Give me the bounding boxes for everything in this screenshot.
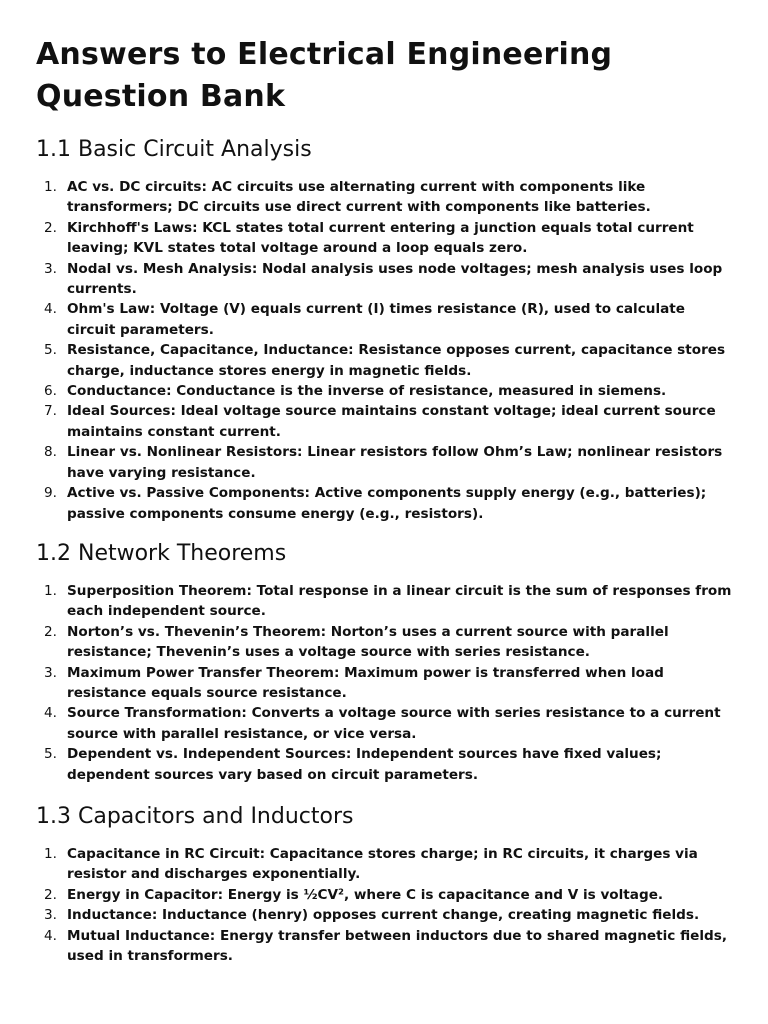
item-text: Norton’s vs. Thevenin’s Theorem: Norton’s uses a current source with parallel resistance; Thevenin’s uses a voltage source with series resistance. [67, 623, 669, 661]
list-item [36, 177, 738, 218]
item-number: 4. [44, 705, 57, 722]
item-number: 1. [44, 582, 57, 599]
list-item [36, 885, 738, 905]
list-item [36, 401, 738, 442]
answer-list [36, 844, 738, 966]
item-text: Capacitance in RC Circuit: Capacitance stores charge; in RC circuits, it charges via resistor and discharges exponentially. [67, 845, 698, 883]
item-number: 2. [44, 886, 57, 903]
item-number: 1. [44, 845, 57, 862]
item-number: 3. [44, 664, 57, 681]
item-number: 2. [44, 623, 57, 640]
item-text: Resistance, Capacitance, Inductance: Resistance opposes current, capacitance stores charge, inductance stores energy in magnetic fields. [67, 342, 726, 379]
item-number: 4. [44, 301, 57, 318]
item-text: Kirchhoff's Laws: KCL states total current entering a junction equals total current leaving; KVL states total voltage around a loop equals zero. [67, 219, 694, 257]
list-item [36, 926, 738, 967]
answer-list [36, 581, 738, 785]
list-item [36, 581, 738, 622]
item-text: Linear vs. Nonlinear Resistors: Linear resistors follow Ohm’s Law; nonlinear resistors have varying resistance. [67, 444, 723, 481]
item-number: 3. [44, 907, 57, 924]
item-number: 2. [44, 219, 57, 236]
item-text: Source Transformation: Converts a voltage source with series resistance to a current source with parallel resistance, or vice versa. [67, 705, 721, 742]
section-heading: 1.2 Network Theorems [36, 540, 287, 566]
list-item [36, 905, 738, 925]
list-item [36, 340, 738, 381]
document-title: Answers to Electrical Engineering Question Bank [36, 37, 613, 114]
list-item [36, 442, 738, 483]
item-text: Dependent vs. Independent Sources: Independent sources have fixed values; dependent sources vary based on circuit parameters. [67, 746, 662, 783]
list-item [36, 622, 738, 663]
item-number: 6. [44, 383, 57, 400]
section-network-theorems [36, 539, 738, 785]
item-text: Energy in Capacitor: Energy is ½CV², where C is capacitance and V is voltage. [67, 886, 664, 903]
list-item [36, 259, 738, 300]
section-basic-circuit-analysis [36, 135, 738, 524]
list-item [36, 483, 738, 524]
answer-list [36, 177, 738, 524]
item-number: 4. [44, 927, 57, 944]
item-text: AC vs. DC circuits: AC circuits use alternating current with components like transformers; DC circuits use direct current with components like batteries. [67, 179, 651, 216]
item-number: 8. [44, 444, 57, 461]
list-item [36, 218, 738, 259]
item-number: 3. [44, 260, 57, 277]
item-text: Conductance: Conductance is the inverse of resistance, measured in siemens. [67, 383, 667, 400]
list-item [36, 663, 738, 704]
item-text: Ideal Sources: Ideal voltage source maintains constant voltage; ideal current source maintains constant current. [67, 403, 716, 440]
list-item [36, 744, 738, 785]
item-number: 5. [44, 342, 57, 359]
item-text: Inductance: Inductance (henry) opposes current change, creating magnetic fields. [67, 907, 700, 924]
section-heading: 1.3 Capacitors and Inductors [36, 803, 354, 829]
item-text: Active vs. Passive Components: Active components supply energy (e.g., batteries); passive components consume energy (e.g., resistors). [67, 485, 707, 522]
item-text: Maximum Power Transfer Theorem: Maximum power is transferred when load resistance equals source resistance. [67, 664, 664, 701]
item-number: 7. [44, 403, 57, 420]
item-number: 5. [44, 746, 57, 763]
item-text: Superposition Theorem: Total response in a linear circuit is the sum of responses from each independent source. [67, 582, 732, 620]
section-capacitors-and-inductors [36, 802, 738, 966]
item-text: Nodal vs. Mesh Analysis: Nodal analysis uses node voltages; mesh analysis uses loop currents. [67, 260, 723, 298]
item-text: Ohm's Law: Voltage (V) equals current (I) times resistance (R), used to calculate circuit parameters. [67, 301, 686, 338]
item-number: 1. [44, 179, 57, 195]
list-item [36, 299, 738, 340]
item-text: Mutual Inductance: Energy transfer between inductors due to shared magnetic fields, used in transformers. [67, 927, 728, 964]
list-item [36, 844, 738, 885]
section-heading: 1.1 Basic Circuit Analysis [36, 137, 312, 162]
item-number: 9. [44, 485, 57, 502]
list-item [36, 381, 738, 401]
list-item [36, 703, 738, 744]
